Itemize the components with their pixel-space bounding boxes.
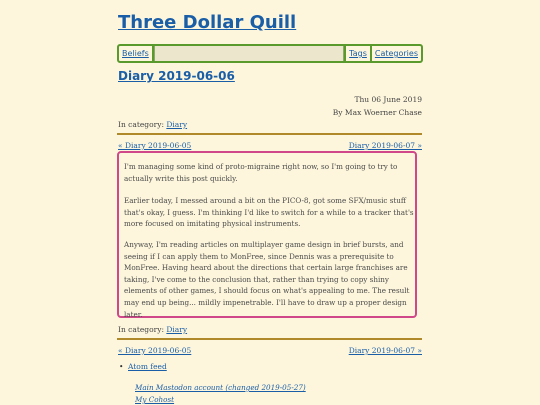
nav-search-field[interactable] <box>154 46 344 61</box>
category-link[interactable]: Diary <box>166 120 188 129</box>
atom-feed-link[interactable]: • Atom feed <box>128 362 167 371</box>
nav-bar <box>117 44 423 63</box>
nav-tags-link[interactable]: Tags <box>349 49 367 58</box>
next-post-link[interactable]: Diary 2019-06-07 » <box>348 346 422 355</box>
post-body <box>117 151 417 318</box>
prev-post-link[interactable]: « Diary 2019-06-05 <box>118 346 192 355</box>
site-title[interactable]: Three Dollar Quill <box>118 12 297 33</box>
post-paragraph: Anyway, I'm reading articles on multiplayer game design in brief bursts, and seeing if I can apply them to MonFree, since Dennis was a prerequisite to MonFree. Having heard about the directions that certain large franchises are taking, I've come to the conclusion that, rather than trying to copy shiny elements of other games, I should focus on what's appealing to me. The result may end up being... mildly impenetrable. I'll have to draw up a proper design later. <box>124 240 410 319</box>
category-label: In category: <box>118 120 164 129</box>
post-paragraph: Earlier today, I messed around a bit on the PICO-8, got some SFX/music stuff that's okay, I guess. I'm thinking I'd like to switch for a while to a tracker that's more focused on imitating physical instruments. <box>124 196 414 229</box>
cohost-link[interactable]: My Cohost <box>135 395 175 404</box>
divider-rule <box>117 133 422 135</box>
nav-beliefs-link[interactable]: Beliefs <box>122 49 149 58</box>
post-paragraph: I'm managing some kind of proto-migraine right now, so I'm going to try to actually write this post quickly. <box>124 162 398 183</box>
post-title[interactable]: Diary 2019-06-06 <box>118 69 235 83</box>
divider-rule <box>117 338 422 340</box>
post-category-footer <box>118 325 187 334</box>
post-category <box>118 120 187 129</box>
post-date: Thu 06 June 2019 <box>354 95 422 104</box>
post-author: By Max Woerner Chase <box>332 108 422 117</box>
nav-categories-link[interactable]: Categories <box>374 49 418 58</box>
category-label: In category: <box>118 325 164 334</box>
mastodon-link[interactable]: Main Mastodon account (changed 2019-05-27) <box>135 383 306 392</box>
category-link[interactable]: Diary <box>166 325 188 334</box>
prev-post-link[interactable]: « Diary 2019-06-05 <box>118 141 192 150</box>
next-post-link[interactable]: Diary 2019-06-07 » <box>348 141 422 150</box>
